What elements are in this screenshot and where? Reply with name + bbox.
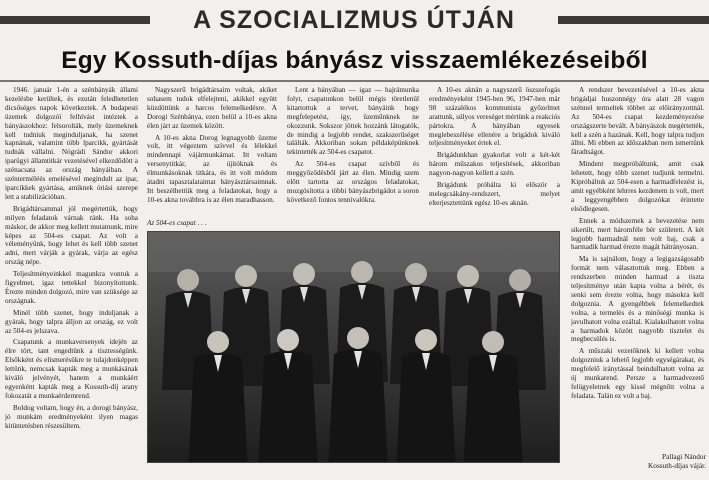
kicker-rule-right (558, 16, 709, 24)
text-column-5 (571, 86, 704, 480)
paragraph: Lent a bányában — igaz — hajrámunka folyt, csapatunkon belül mégis töretlenül kitartottuk a tervet, bányáink hogy megfelepetést, így, üzeműnknek ne okozzunk. Sokszor jöttek hozzánk látogatók, de mindig a legjobb rendet, szakszerűséget találták. Akkoriban sokan példaképünknek tekintették az 504-es csapatot. (287, 86, 419, 157)
author-name: Pallagi Nándor (662, 452, 706, 461)
paragraph: Brigádtársammal jól megértettük, hogy milyen feladatok várnak ránk. Ha soha máskor, de akkor meg kellett mutatnunk, mire képes az 504-es csapat. Az volt a véleményünk, hogy lehet és kell több szenet adni, mert várják a gyárak, várja az egész ország népe. (5, 204, 138, 267)
text-column-2 (147, 86, 277, 236)
article-headline: Egy Kossuth-díjas bányász visszaemlékezéseiből (61, 47, 648, 74)
text-column-3 (287, 86, 419, 236)
kicker-text: A SZOCIALIZMUS ÚTJÁN (193, 6, 515, 34)
paragraph: Mindent megpróbáltunk, amit csak lehetett, hogy több szenet tudjunk termelni. Kipróbáltuk az 504-esen a harmadfelezést is, amit egyébként lehrres kezdenem is volt, mert a leggyengébben dolgozókat érintette elsődlegesen. (571, 160, 704, 213)
paragraph: Brigádunk próbálta ki először a melegcsákány-rendszert, melyet elterjesztettünk egész 10-es aknán. (429, 181, 560, 207)
headline-divider (0, 80, 709, 82)
kicker-rule-left (0, 16, 150, 24)
author-title: Kossuth-díjas vájár. (648, 461, 706, 470)
paragraph: Ennek a módszernek a bevezetése nem sikerült, mert háromféle bér született. A két legjobb harmadnál nem volt baj, csak a harmadik harmad érezte magát hátrányosan. (571, 216, 704, 252)
paragraph: Brigádunkhan gyakorlat volt a két-két három műszakos teljesítések, akkoriban nagyon-nagyon kellett a szén. (429, 151, 560, 178)
paragraph: Csapatunk a munkaversenyek idején az élre tört, tant engedtünk a tisztességünk. Elsőkként és elismerésükre te tulajdonképpen lettünk, nemcsak kapták meg a munkásának kiváló jelvényét, hanem a munkáért egyenként kapták meg a Kossuth-díj arany fokozatát a munkaérdemrend. (5, 338, 138, 400)
author-signature (620, 452, 706, 470)
paragraph: 1946. január 1-én a szénbányák állami kezelésbe kerültek, és ezután feledhetetlen dicsőséges napok következtek. A budapesti üzemek dolgozói felhívást intéztek a bányászokhoz: felsorolták, mely üzemeknek kell tudniuk meginduljanak, ha szenet kapnának, valamint több lparcikk, gyártását tudnák vállalni. Nógrádi Sándor akkori iparügyi államtitkár vezetésével elkezdődött a szénacsata az ország bányáiban. A szénterméléés emelésével megindult az ipar, iparcikkek gyártása, amiknek óriási szerepe lett a stabilizációban. (5, 86, 138, 201)
section-kicker (0, 4, 709, 36)
paragraph: Boldog voltam, hogy én, a dorogi bányász, jó munkám eredményeként ilyen magas kitüntetésben részesültem. (5, 403, 138, 430)
paragraph: A műszaki vezetőknek ki kellett volna dolgozniuk a lehető legjobb egységárakat, és megfelelő iránytással beindulhatott volna az új munkarend. Persze a harmadvezető felügyeletnek egy kissé mégnőtt volna a feladata. Talán ez volt a baj. (571, 347, 704, 400)
photo-caption: Az 504-es csapat . . . (147, 219, 207, 227)
paragraph: Az 504-es csapat szívből és meggyőződésből járt az élen. Mindig szem előtt tartotta az országos feladatokat, mozgósította a többi bányászbrigádot a soron következő fontos tennivalókra. (287, 160, 419, 204)
paragraph: Nagyszerű brigádtársaim voltak, akiket sohasem tudok elfelejteni, akikkel együtt küzdöttünk a harcos felemelkedésre. A Dorogi Szénbánya, ezen belül a 10-es akna élen járt az üzemek között. (147, 86, 277, 130)
paragraph: A 10-es akna Dorog legnagyobb üzeme volt, itt végeztem szívvel és lélekkel mindennapi vájármunkámat. Itt voltam versenytitkár, az újítóknak és élmunkásoknak titkára, és itt volt módom átadni tapasztalataimat bányásztársaimnak. Itt beszélhettük meg a feladatokat, hogy a 10-es akna továbbra is az élen maradhasson. (147, 133, 277, 204)
paragraph: Teljesítményeinkkel magunkra vontuk a figyelmet, igaz tettekkel bizonyítottunk. Érezte minden dolgozó, mire van szüksége az országnak. (5, 270, 138, 305)
paragraph: Minél több szenet, hogy induljanak a gyárak, hogy talpra álljon az ország, ez volt az 504-es jelszava. (5, 308, 138, 335)
paragraph: Ma is sajnálom, hogy a legigazságosabb formát nem választottuk meg. Ebben a rendszerben minden harmad a tiszta teljesítménye után kapta volna a bérét, és senki sem érezte volna, hogy másokra kell dolgoznia. A gyengébbek felemelkedtek volna, a termelés és a minőségi munka is javulhatott volna ezáltal. Kialakulhatott volna a harmadok között nagyobb tisztelet és megbecsülés is. (571, 255, 704, 344)
paragraph: A 10-es aknán a nagyszerű öszszefogás eredményeként 1945-ben 96, 1947-ben már 98 százalékos kommunista győzelmet arattunk, súlyos vereséget mértünk a reakciós pártokra. A bányában egyesek meglebeszélése ellenére a brigádok kiváló teljesítményeket értek el. (429, 86, 560, 148)
text-column-4 (429, 86, 560, 236)
group-photo (147, 231, 560, 463)
group-photo-image (148, 232, 559, 462)
paragraph: A rendszer bevezetésével a 10-es akna brigádjai huszonnégy óra alatt 28 vagon szénnel termeltek többet az előirányzottnál. Az 504-es csapat kezdeményezése országszerte bevált. A bányászok megértették, kell a szén a hazának. Kell, hogy talpra tudjon állni. Mi ebben az időszakban nem ismertünk fáradtságot. (571, 86, 704, 157)
text-column-1 (5, 86, 138, 480)
